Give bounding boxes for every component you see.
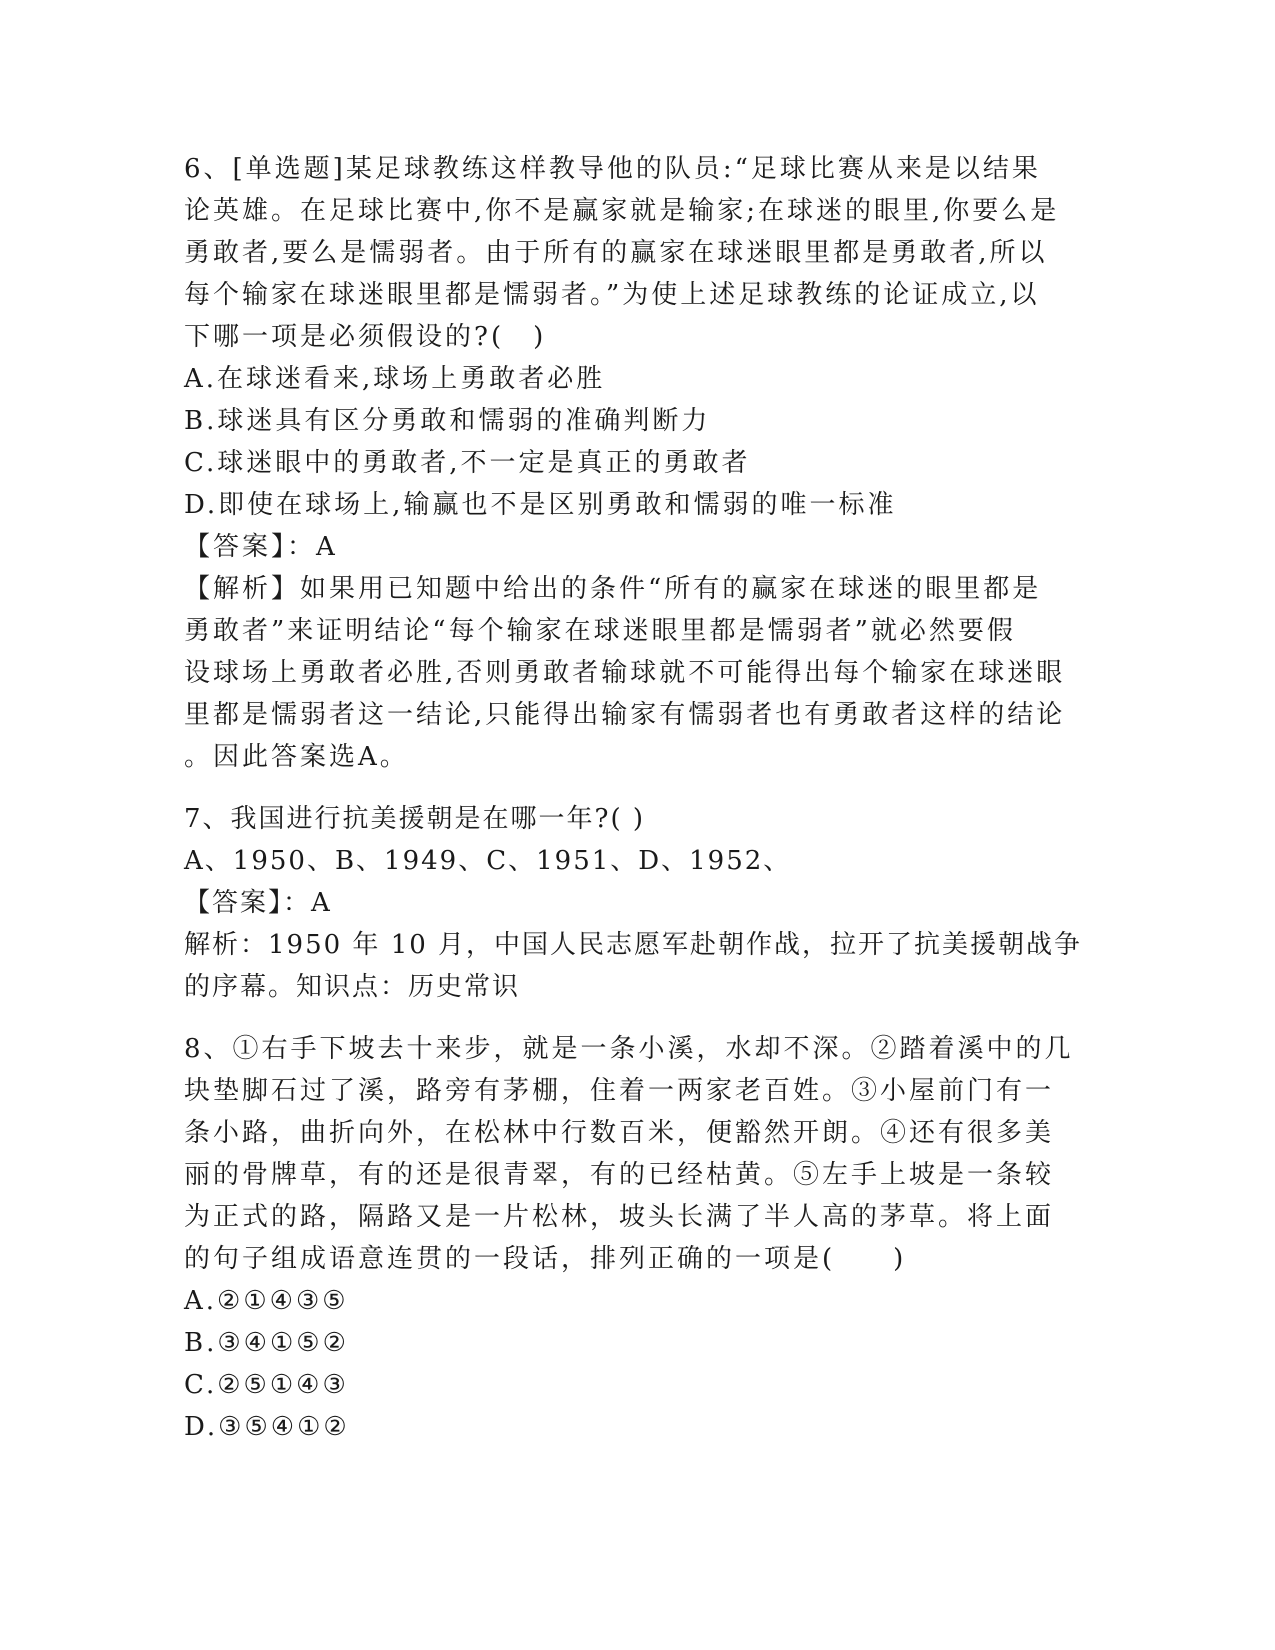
option-d: D.即使在球场上,输赢也不是区别勇敢和懦弱的唯一标准 — [184, 490, 897, 520]
question-stem-line: 的句子组成语意连贯的一段话，排列正确的一项是( ) — [184, 1244, 907, 1274]
question-stem-line: 8、①右手下坡去十来步，就是一条小溪，水却不深。②踏着溪中的几 — [184, 1034, 1074, 1064]
explanation-line: 里都是懦弱者这一结论,只能得出输家有懦弱者也有勇敢者这样的结论 — [184, 700, 1066, 730]
question-stem-line: 为正式的路，隔路又是一片松林，坡头长满了半人高的茅草。将上面 — [184, 1202, 1055, 1232]
question-stem-line: 条小路，曲折向外，在松林中行数百米，便豁然开朗。④还有很多美 — [184, 1118, 1055, 1148]
explanation-line: 的序幕。知识点：历史常识 — [184, 972, 521, 1002]
explanation-line: 。因此答案选A。 — [184, 742, 409, 772]
question-stem-line: 勇敢者,要么是懦弱者。由于所有的赢家在球迷眼里都是勇敢者,所以 — [184, 238, 1048, 268]
question-stem-line: 块垫脚石过了溪，路旁有茅棚，住着一两家老百姓。③小屋前门有一 — [184, 1076, 1055, 1106]
option-a: A.②①④③⑤ — [184, 1286, 349, 1316]
question-6 — [184, 148, 1084, 778]
question-stem-line: 6、[单选题]某足球教练这样教导他的队员:“足球比赛从来是以结果 — [184, 154, 1041, 184]
question-8 — [184, 1028, 1084, 1448]
explanation-line: 【解析】如果用已知题中给出的条件“所有的赢家在球迷的眼里都是 — [184, 574, 1042, 604]
option-c: C.②⑤①④③ — [184, 1370, 349, 1400]
option-a: A.在球迷看来,球场上勇敢者必胜 — [184, 364, 606, 394]
question-stem-line: 7、我国进行抗美援朝是在哪一年?( ) — [184, 804, 646, 834]
document-page — [184, 148, 1084, 1448]
option-c: C.球迷眼中的勇敢者,不一定是真正的勇敢者 — [184, 448, 751, 478]
explanation-line: 设球场上勇敢者必胜,否则勇敢者输球就不可能得出每个输家在球迷眼 — [184, 658, 1066, 688]
question-stem-line: 每个输家在球迷眼里都是懦弱者。”为使上述足球教练的论证成立,以 — [184, 280, 1040, 310]
answer: 【答案】：A — [184, 532, 338, 562]
explanation-line: 解析：1950 年 10 月，中国人民志愿军赴朝作战，拉开了抗美援朝战争 — [184, 930, 1083, 960]
question-stem-line: 下哪一项是必须假设的?( ) — [184, 322, 547, 352]
answer: 【答案】：A — [184, 888, 332, 918]
spacer — [184, 1008, 1084, 1028]
option-b: B.球迷具有区分勇敢和懦弱的准确判断力 — [184, 406, 711, 436]
explanation-line: 勇敢者”来证明结论“每个输家在球迷眼里都是懦弱者”就必然要假 — [184, 616, 1016, 646]
option-b: B.③④①⑤② — [184, 1328, 349, 1358]
option-d: D.③⑤④①② — [184, 1412, 350, 1442]
spacer — [184, 778, 1084, 798]
question-stem-line: 丽的骨牌草，有的还是很青翠，有的已经枯黄。⑤左手上坡是一条较 — [184, 1160, 1055, 1190]
options-line: A、1950、B、1949、C、1951、D、1952、 — [184, 846, 792, 876]
question-stem-line: 论英雄。在足球比赛中,你不是赢家就是输家;在球迷的眼里,你要么是 — [184, 196, 1060, 226]
question-7 — [184, 798, 1084, 1008]
